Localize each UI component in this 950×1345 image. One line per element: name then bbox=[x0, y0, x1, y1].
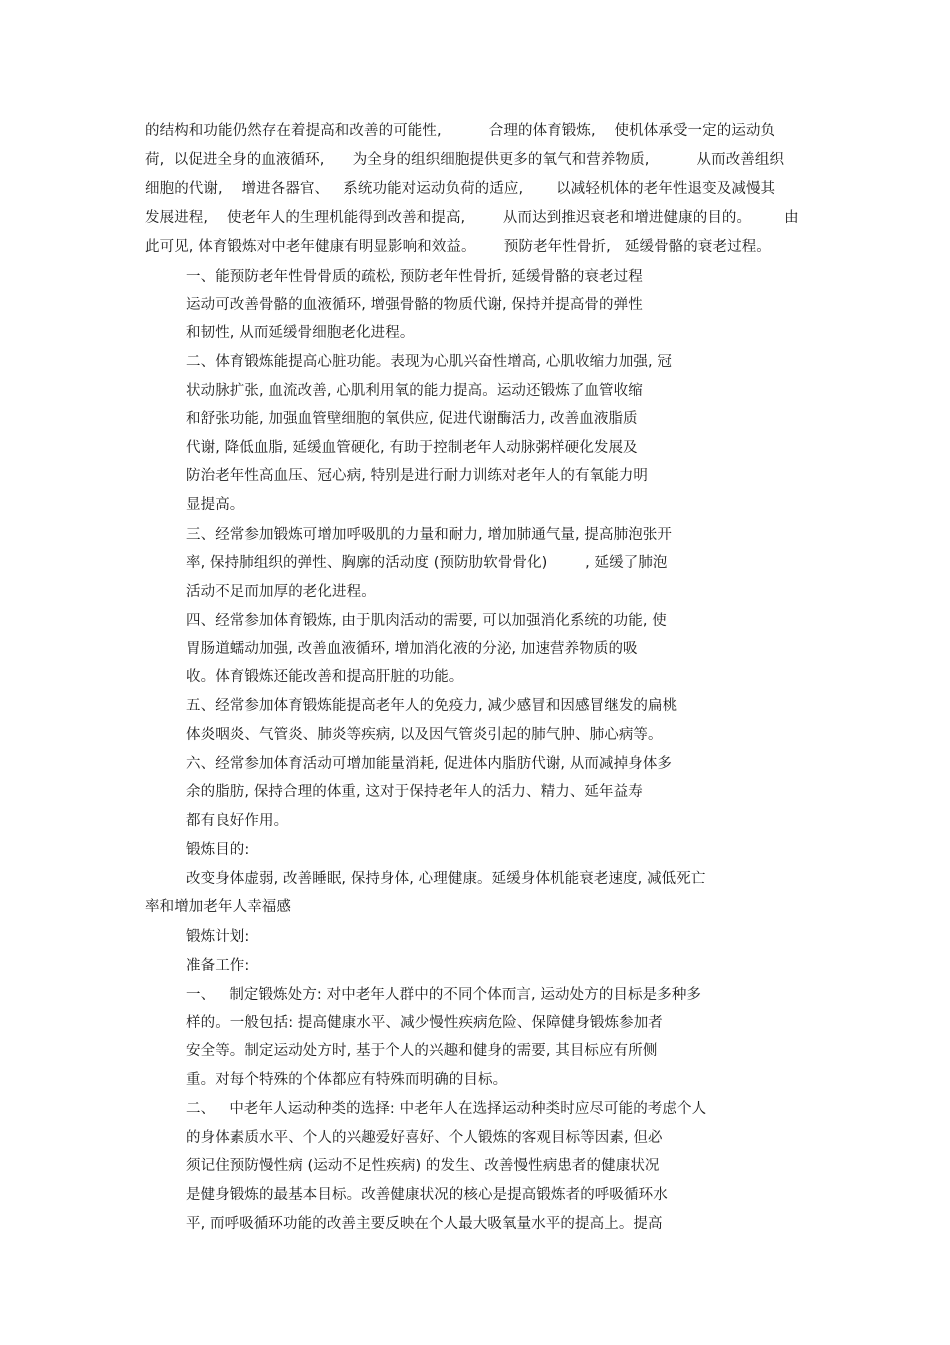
body-line: 的身体素质水平、个人的兴趣爱好喜好、个人锻炼的客观目标等因素, 但必 bbox=[186, 1130, 663, 1146]
section-heading-purpose: 锻炼目的: bbox=[186, 842, 250, 858]
body-line: 和舒张功能, 加强血管壁细胞的氧供应, 促进代谢酶活力, 改善血液脂质 bbox=[186, 411, 638, 427]
body-line: 胃肠道蠕动加强, 改善血液循环, 增加消化液的分泌, 加速营养物质的吸 bbox=[186, 641, 638, 657]
body-line: 和韧性, 从而延缓骨细胞老化进程。 bbox=[186, 325, 415, 341]
body-line: 一、 制定锻炼处方: 对中老年人群中的不同个体而言, 运动处方的目标是多种多 bbox=[186, 987, 702, 1003]
body-line: 样的。一般包括: 提高健康水平、减少慢性疾病危险、保障健身锻炼参加者 bbox=[186, 1015, 663, 1031]
body-line: 二、 中老年人运动种类的选择: 中老年人在选择运动种类时应尽可能的考虑个人 bbox=[186, 1101, 707, 1117]
intro-line: 发展进程, 使老年人的生理机能得到改善和提高, 从而达到推迟衰老和增进健康的目的。 由 bbox=[145, 210, 799, 226]
body-line: 显提高。 bbox=[186, 497, 245, 513]
body-line: 重。对每个特殊的个体都应有特殊而明确的目标。 bbox=[186, 1072, 508, 1088]
intro-line: 的结构和功能仍然存在着提高和改善的可能性, 合理的体育锻炼, 使机体承受一定的运动负 bbox=[145, 123, 776, 139]
section-heading-plan: 锻炼计划: bbox=[186, 929, 250, 945]
body-line: 六、经常参加体育活动可增加能量消耗, 促进体内脂肪代谢, 从而减掉身体多 bbox=[186, 756, 673, 772]
body-line: 一、能预防老年性骨骨质的疏松, 预防老年性骨折, 延缓骨骼的衰老过程 bbox=[186, 269, 643, 285]
body-line: 收。体育锻炼还能改善和提高肝脏的功能。 bbox=[186, 669, 464, 685]
body-line: 余的脂肪, 保持合理的体重, 这对于保持老年人的活力、精力、延年益寿 bbox=[186, 784, 643, 800]
body-line: 三、经常参加锻炼可增加呼吸肌的力量和耐力, 增加肺通气量, 提高肺泡张开 bbox=[186, 527, 673, 543]
body-line: 平, 而呼吸循环功能的改善主要反映在个人最大吸氧量水平的提高上。提高 bbox=[186, 1216, 663, 1232]
intro-line: 荷, 以促进全身的血液循环, 为全身的组织细胞提供更多的氧气和营养物质, 从而改善组织 bbox=[145, 152, 785, 168]
body-line: 须记住预防慢性病 (运动不足性疾病) 的发生、改善慢性病患者的健康状况 bbox=[186, 1158, 660, 1174]
body-line: 活动不足而加厚的老化进程。 bbox=[186, 584, 376, 600]
section-heading-preparation: 准备工作: bbox=[186, 958, 250, 974]
body-line: 防治老年性高血压、冠心病, 特别是进行耐力训练对老年人的有氧能力明 bbox=[186, 468, 649, 484]
intro-line: 率和增加老年人幸福感 bbox=[145, 899, 291, 915]
body-line: 状动脉扩张, 血流改善, 心肌利用氧的能力提高。运动还锻炼了血管收缩 bbox=[186, 383, 643, 399]
body-line: 二、体育锻炼能提高心脏功能。表现为心肌兴奋性增高, 心肌收缩力加强, 冠 bbox=[186, 354, 673, 370]
intro-line: 此可见, 体育锻炼对中老年健康有明显影响和效益。 预防老年性骨折, 延缓骨骼的衰老过程。 bbox=[145, 239, 771, 255]
intro-line: 细胞的代谢, 增进各器官、 系统功能对运动负荷的适应, 以减轻机体的老年性退变及减慢其 bbox=[145, 181, 776, 197]
body-line: 都有良好作用。 bbox=[186, 813, 289, 829]
body-line: 四、经常参加体育锻炼, 由于肌肉活动的需要, 可以加强消化系统的功能, 使 bbox=[186, 613, 667, 629]
body-line: 代谢, 降低血脂, 延缓血管硬化, 有助于控制老年人动脉粥样硬化发展及 bbox=[186, 440, 638, 456]
body-line: 改变身体虚弱, 改善睡眠, 保持身体, 心理健康。延缓身体机能衰老速度, 减低死亡 bbox=[186, 871, 706, 887]
body-line: 安全等。制定运动处方时, 基于个人的兴趣和健身的需要, 其目标应有所侧 bbox=[186, 1043, 658, 1059]
body-line: 率, 保持肺组织的弹性、胸廓的活动度 (预防肋软骨骨化) , 延缓了肺泡 bbox=[186, 555, 668, 571]
body-line: 五、经常参加体育锻炼能提高老年人的免疫力, 减少感冒和因感冒继发的扁桃 bbox=[186, 698, 678, 714]
body-line: 体炎咽炎、气管炎、肺炎等疾病, 以及因气管炎引起的肺气肿、肺心病等。 bbox=[186, 727, 663, 743]
body-line: 是健身锻炼的最基本目标。改善健康状况的核心是提高锻炼者的呼吸循环水 bbox=[186, 1187, 668, 1203]
body-line: 运动可改善骨骼的血液循环, 增强骨骼的物质代谢, 保持并提高骨的弹性 bbox=[186, 297, 643, 313]
